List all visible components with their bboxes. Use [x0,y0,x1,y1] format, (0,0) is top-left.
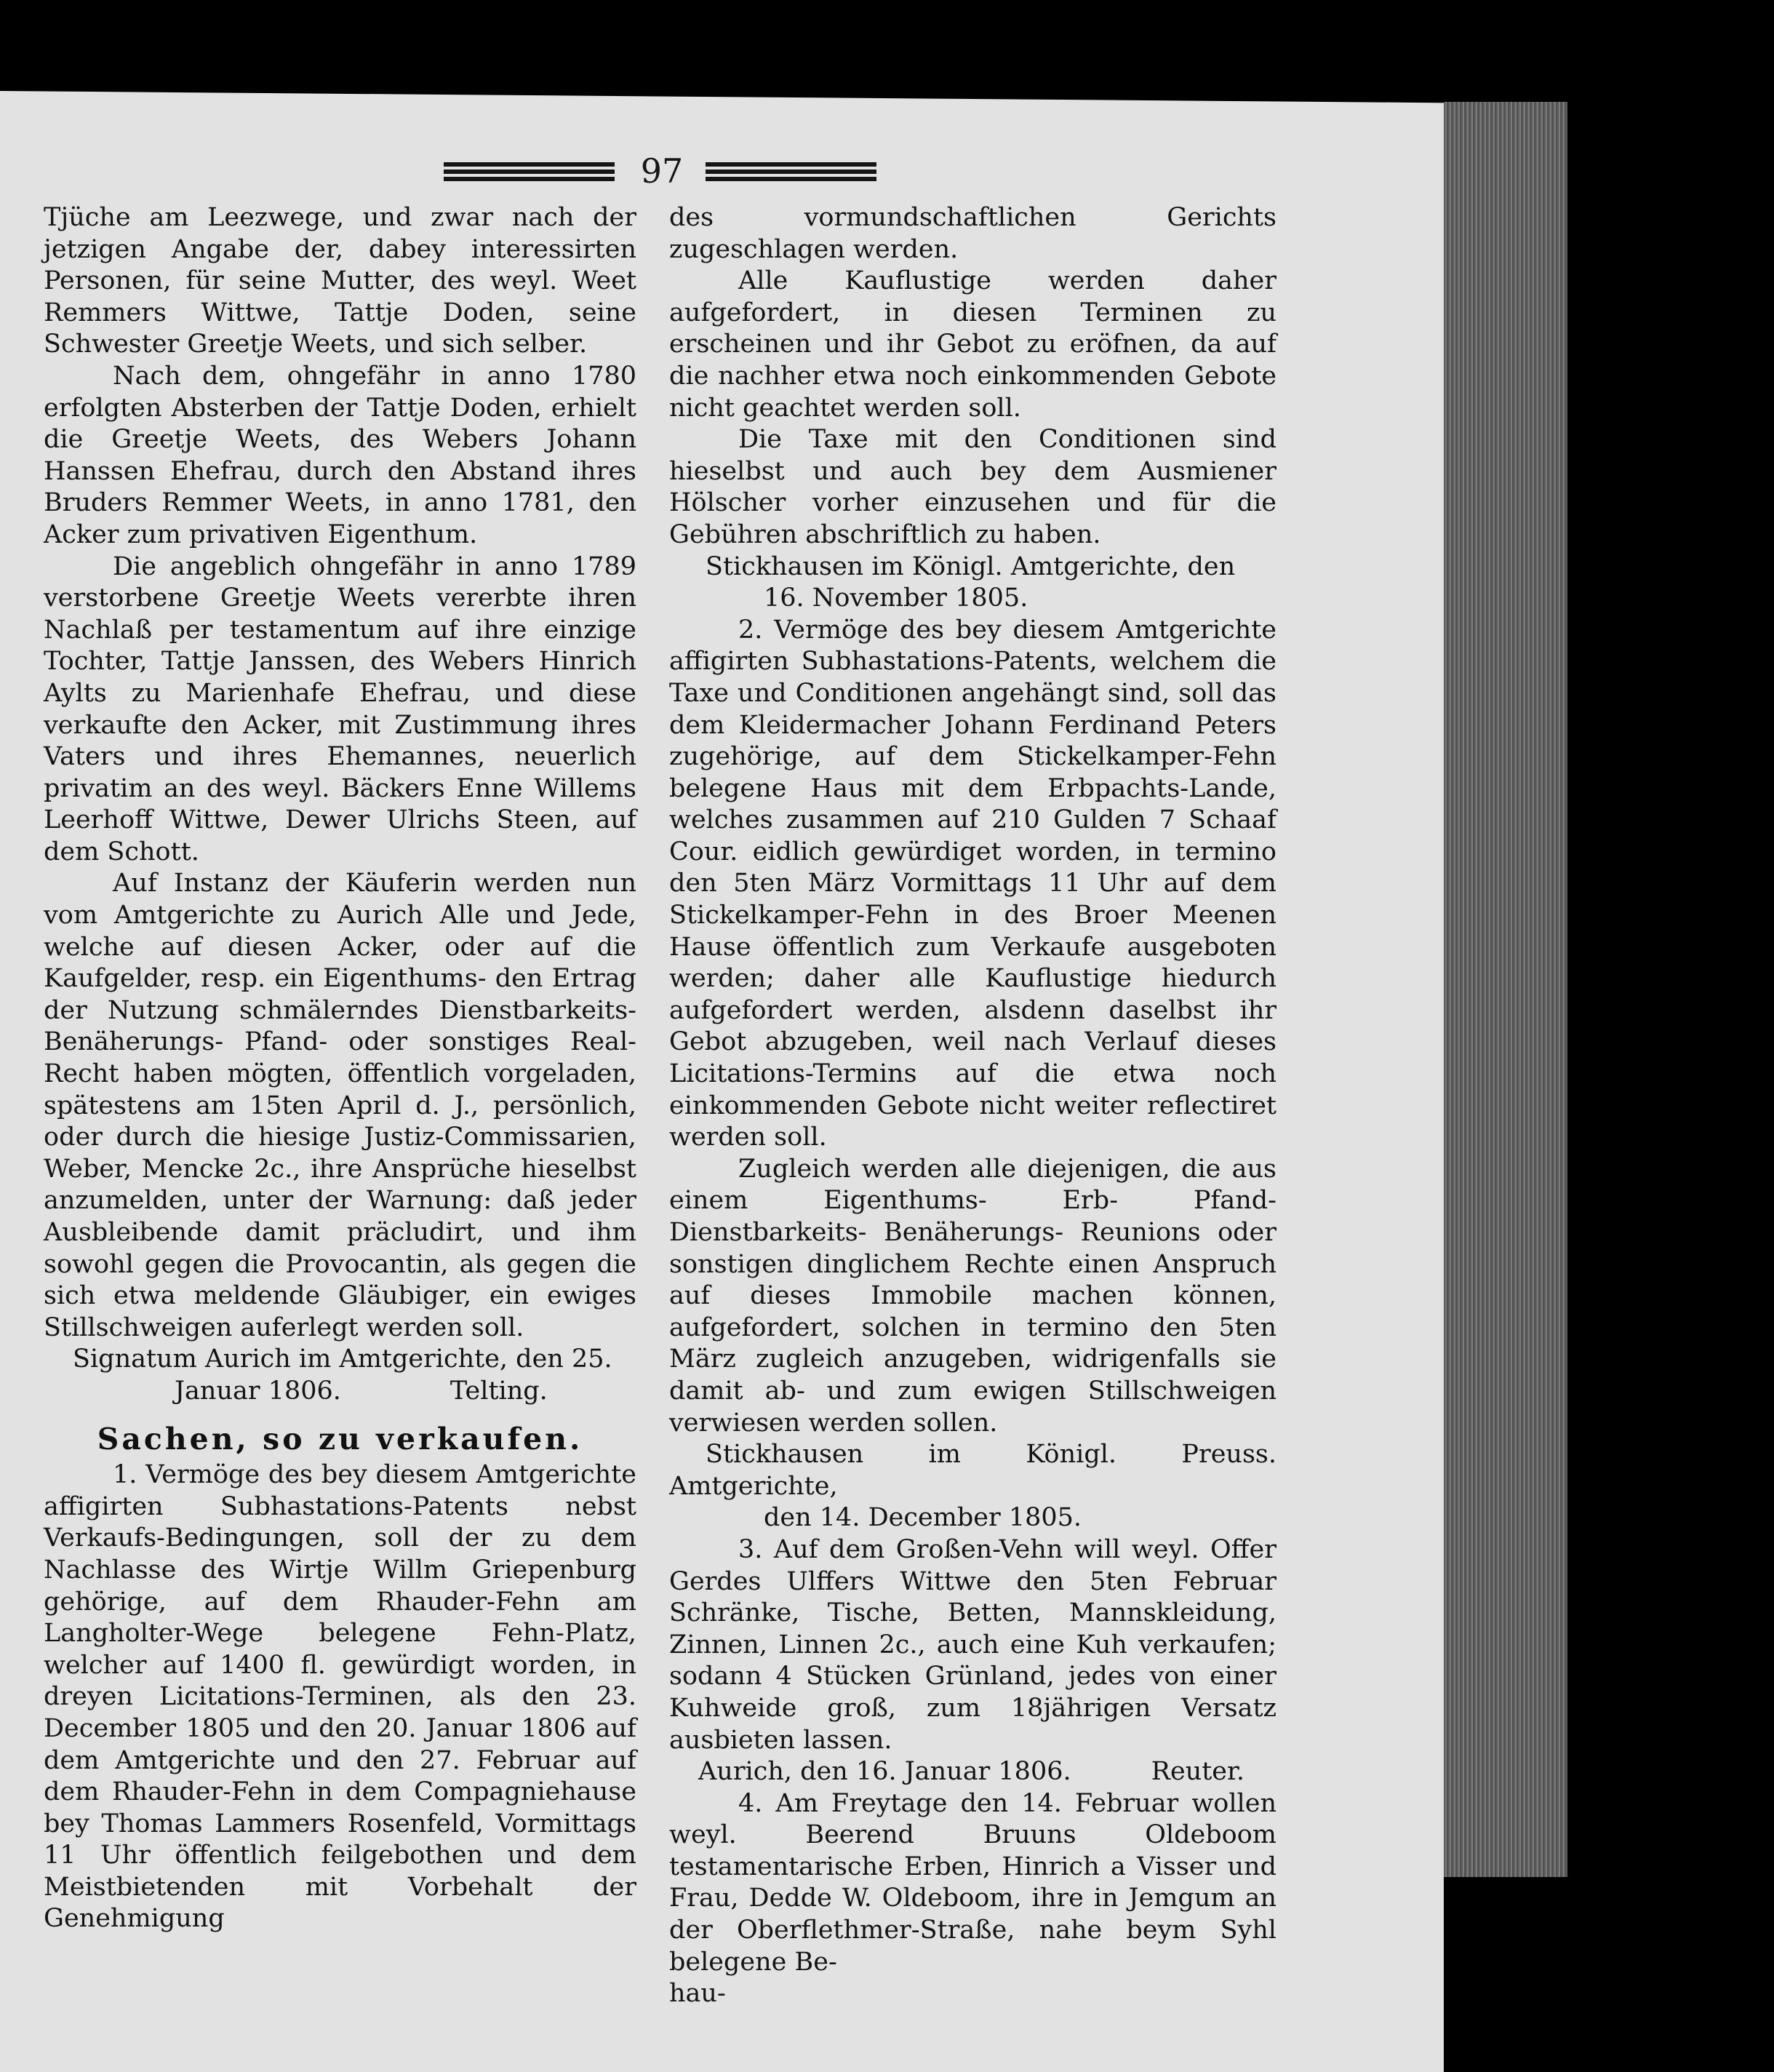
left-column [44,202,636,1935]
paragraph: Die Taxe mit den Conditionen sind hieselbst und auch bey dem Ausmiener Hölscher vorher einzusehen und für die Gebühren abschriftlich zu haben. [669,425,1276,549]
page-number: 97 [640,151,684,191]
paragraph: Die angeblich ohngefähr in anno 1789 verstorbene Greetje Weets vererbte ihren Nachlaß per testamentum auf ihre einzige Tochter, Tattje Janssen, des Webers Hinrich Aylts zu Marienhafe Ehefrau, und diese verkaufte den Acker, mit Zustimmung ihres Vaters und ihres Ehemannes, neuerlich privatim an des weyl. Bäckers Enne Willems Leerhoff Wittwe, Dewer Ulrichs Steen, auf dem Schott. [44,551,636,866]
signature-name: Reuter. [1151,1757,1245,1787]
place-line: Stickhausen im Königl. Preuss. Amtgerichte, [669,1440,1276,1501]
date-line: den 14. December 1805. [764,1503,1082,1533]
signature-block [669,1756,1276,1788]
paragraph: 4. Am Freytage den 14. Februar wollen weyl. Beerend Bruuns Oldeboom testamentarische Erben, Hinrich a Visser und Frau, Dedde W. Oldeboom, ihre in Jemgum an der Oberflethmer-Straße, nahe beym Syhl belegene Be- [669,1788,1276,1977]
right-column [669,202,1276,2010]
catchword: hau- [669,1979,726,2009]
header-rule-right [706,162,876,183]
paragraph: Tjüche am Leezwege, und zwar nach der jetzigen Angabe der, dabey interessirten Personen, für seine Mutter, des weyl. Weet Remmers Wittwe, Tattje Doden, seine Schwester Greetje Weets, und sich selber. [44,203,636,359]
place-line: Stickhausen im Königl. Amtgerichte, den [706,551,1236,581]
page-block-edge [1444,102,1567,1877]
paragraph: Nach dem, ohngefähr in anno 1780 erfolgten Absterben der Tattje Doden, erhielt die Greetje Weets, des Webers Johann Hanssen Ehefrau, durch den Abstand ihres Bruders Remmer Weets, in anno 1781, den Acker zum privativen Eigenthum. [44,361,636,549]
header-rule-left [444,162,615,183]
section-heading: Sachen, so zu verkaufen. [97,1421,583,1457]
paragraph: Auf Instanz der Käuferin werden nun vom Amtgerichte zu Aurich Alle und Jede, welche auf diesen Acker, oder auf die Kaufgelder, resp. ein Eigenthums- den Ertrag der Nutzung schmälerndes Dienstbarkeits- Benäherungs- Pfand- oder sonstiges Real-Recht haben mögten, öffentlich vorgeladen, spätestens am 15ten April d. J., persönlich, oder durch die hiesige Justiz-Commissarien, Weber, Mencke 2c., ihre Ansprüche hieselbst anzumelden, unter der Warnung: daß jeder Ausbleibende damit präcludirt, und ihm sowohl gegen die Provocantin, als gegen die sich etwa meldende Gläubiger, ein ewiges Stillschweigen auferlegt werden soll. [44,869,636,1342]
place-date: Aurich, den 16. Januar 1806. [698,1757,1071,1787]
signature-name: Telting. [450,1376,548,1406]
signature-block [44,1376,636,1408]
page-header [444,149,880,193]
paragraph: Zugleich werden alle diejenigen, die aus einem Eigenthums- Erb- Pfand- Dienstbarkeits- Benäherungs- Reunions oder sonstigen dinglichem Rechte einen Anspruch auf dieses Immobile machen können, aufgefordert, solchen in termino den 5ten März zugleich anzugeben, widrigenfalls sie damit ab- und zum ewigen Stillschweigen verwiesen werden sollen. [669,1154,1276,1438]
paragraph: Alle Kauflustige werden daher aufgefordert, in diesen Terminen zu erscheinen und ihr Gebot zu eröfnen, da auf die nachher etwa noch einkommenden Gebote nicht geachtet werden soll. [669,266,1276,423]
paragraph: 3. Auf dem Großen-Vehn will weyl. Offer Gerdes Ulffers Wittwe den 5ten Februar Schränke, Tische, Betten, Mannskleidung, Zinnen, Linnen 2c., auch eine Kuh verkaufen; sodann 4 Stücken Grünland, jedes von einer Kuhweide groß, zum 18jährigen Versatz ausbieten lassen. [669,1534,1276,1755]
paragraph: 1. Vermöge des bey diesem Amtgerichte affigirten Subhastations-Patents nebst Verkaufs-Bedingungen, soll der zu dem Nachlasse des Wirtje Willm Griepenburg gehörige, auf dem Rhauder-Fehn am Langholter-Wege belegene Fehn-Platz, welcher auf 1400 fl. gewürdigt worden, in dreyen Licitations-Terminen, als den 23. December 1805 und den 20. Januar 1806 auf dem Amtgerichte und den 27. Februar auf dem Rhauder-Fehn in dem Compagniehause bey Thomas Lammers Rosenfeld, Vormittags 11 Uhr öffentlich feilgebothen und dem Meistbietenden mit Vorbehalt der Genehmigung [44,1460,636,1934]
signature-line: Signatum Aurich im Amtgerichte, den 25. [73,1344,612,1374]
date-line: 16. November 1805. [764,583,1028,613]
paragraph: des vormundschaftlichen Gerichts zugeschlagen werden. [669,203,1276,264]
signature-date: Januar 1806. [175,1376,341,1406]
paragraph: 2. Vermöge des bey diesem Amtgerichte affigirten Subhastations-Patents, welchem die Taxe und Conditionen angehängt sind, soll das dem Kleidermacher Johann Ferdinand Peters zugehörige, auf dem Stickelkamper-Fehn belegene Haus mit dem Erbpachts-Lande, welches zusammen auf 210 Gulden 7 Schaaf Cour. eidlich gewürdiget worden, in termino den 5ten März Vormittags 11 Uhr auf dem Stickelkamper-Fehn in des Broer Meenen Hause öffentlich zum Verkaufe ausgeboten werden; daher alle Kauflustige hiedurch aufgefordert werden, alsdenn daselbst ihr Gebot abzugeben, weil nach Verlauf dieses Licitations-Termins auf die etwa noch einkommenden Gebote nicht weiter reflectiret werden soll. [669,615,1276,1152]
